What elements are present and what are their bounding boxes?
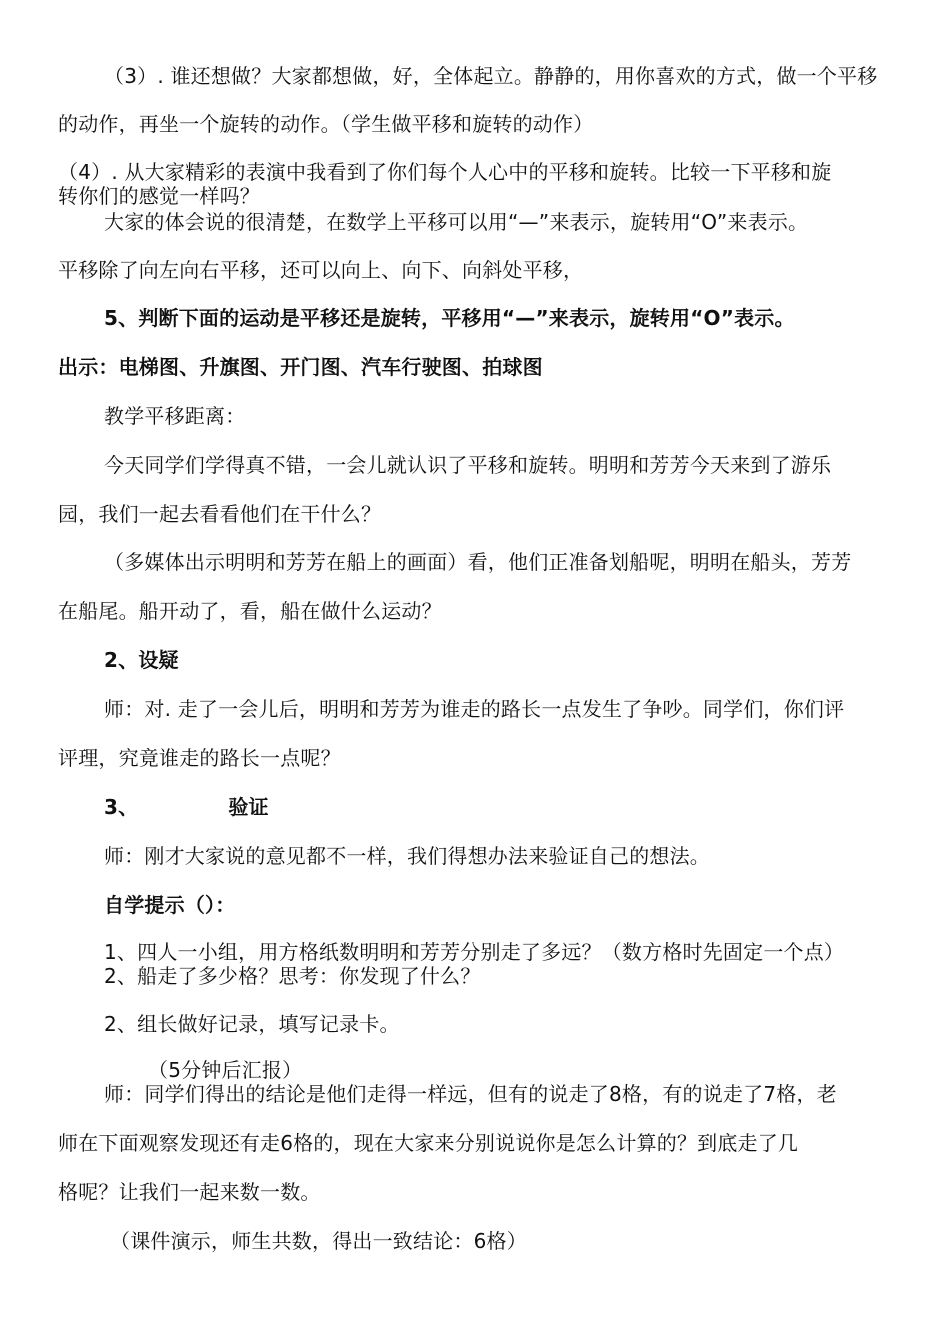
para-verify: 师：刚才大家说的意见都不一样，我们得想办法来验证自己的想法。 [104, 844, 710, 868]
para-symbols-line-1: 大家的体会说的很清楚，在数学上平移可以用“—”来表示，旋转用“O”来表示。 [104, 210, 809, 234]
para-result-line-2: 师在下面观察发现还有走6格的，现在大家来分别说说你是怎么计算的？到底走了几 [58, 1131, 799, 1155]
para-boat-line-2: 在船尾。船开动了，看，船在做什么运动？ [58, 599, 442, 623]
para-result-line-1: 师：同学们得出的结论是他们走得一样远，但有的说走了8格，有的说走了7格，老 [104, 1082, 837, 1106]
heading-3-text: 验证 [228, 795, 269, 819]
heading-3-verify [104, 795, 269, 819]
show-pictures-line: 出示：电梯图、升旗图、开门图、汽车行驶图、拍球图 [58, 355, 543, 379]
para-4-line-2: 转你们的感觉一样吗？ [58, 184, 260, 208]
heading-2-doubt: 2、设疑 [104, 648, 179, 672]
para-park-line-1: 今天同学们学得真不错，一会儿就认识了平移和旋转。明明和芳芳今天来到了游乐 [104, 453, 832, 477]
tip-1: 1、四人一小组，用方格纸数明明和芳芳分别走了多远？（数方格时先固定一个点） [104, 940, 845, 964]
para-3-line-1: （3）. 谁还想做？大家都想做，好，全体起立。静静的，用你喜欢的方式，做一个平移 [104, 64, 878, 88]
para-symbols-line-2: 平移除了向左向右平移，还可以向上、向下、向斜处平移， [58, 258, 584, 282]
para-argue-line-1: 师：对. 走了一会儿后，明明和芳芳为谁走的路长一点发生了争吵。同学们，你们评 [104, 697, 845, 721]
para-3-line-2: 的动作，再坐一个旋转的动作。（学生做平移和旋转的动作） [58, 112, 594, 136]
report-note: （5分钟后汇报） [148, 1058, 303, 1082]
self-study-tips-heading: 自学提示（）： [104, 893, 236, 917]
teach-distance-heading: 教学平移距离： [104, 404, 246, 428]
para-park-line-2: 园，我们一起去看看他们在干什么？ [58, 502, 382, 526]
para-4-line-1: （4）. 从大家精彩的表演中我看到了你们每个人心中的平移和旋转。比较一下平移和旋 [58, 160, 832, 184]
tip-3: 2、组长做好记录，填写记录卡。 [104, 1012, 400, 1036]
para-conclusion: （课件演示，师生共数，得出一致结论：6格） [110, 1229, 527, 1253]
para-result-line-3: 格呢？让我们一起来数一数。 [58, 1180, 321, 1204]
heading-3-number: 3、 [104, 795, 139, 819]
para-argue-line-2: 评理，究竟谁走的路长一点呢？ [58, 746, 341, 770]
tip-2: 2、船走了多少格？思考：你发现了什么？ [104, 964, 481, 988]
para-boat-line-1: （多媒体出示明明和芳芳在船上的画面）看，他们正准备划船呢，明明在船头，芳芳 [104, 550, 852, 574]
heading-5-judge: 5、判断下面的运动是平移还是旋转，平移用“—”来表示，旋转用“O”表示。 [104, 306, 795, 330]
